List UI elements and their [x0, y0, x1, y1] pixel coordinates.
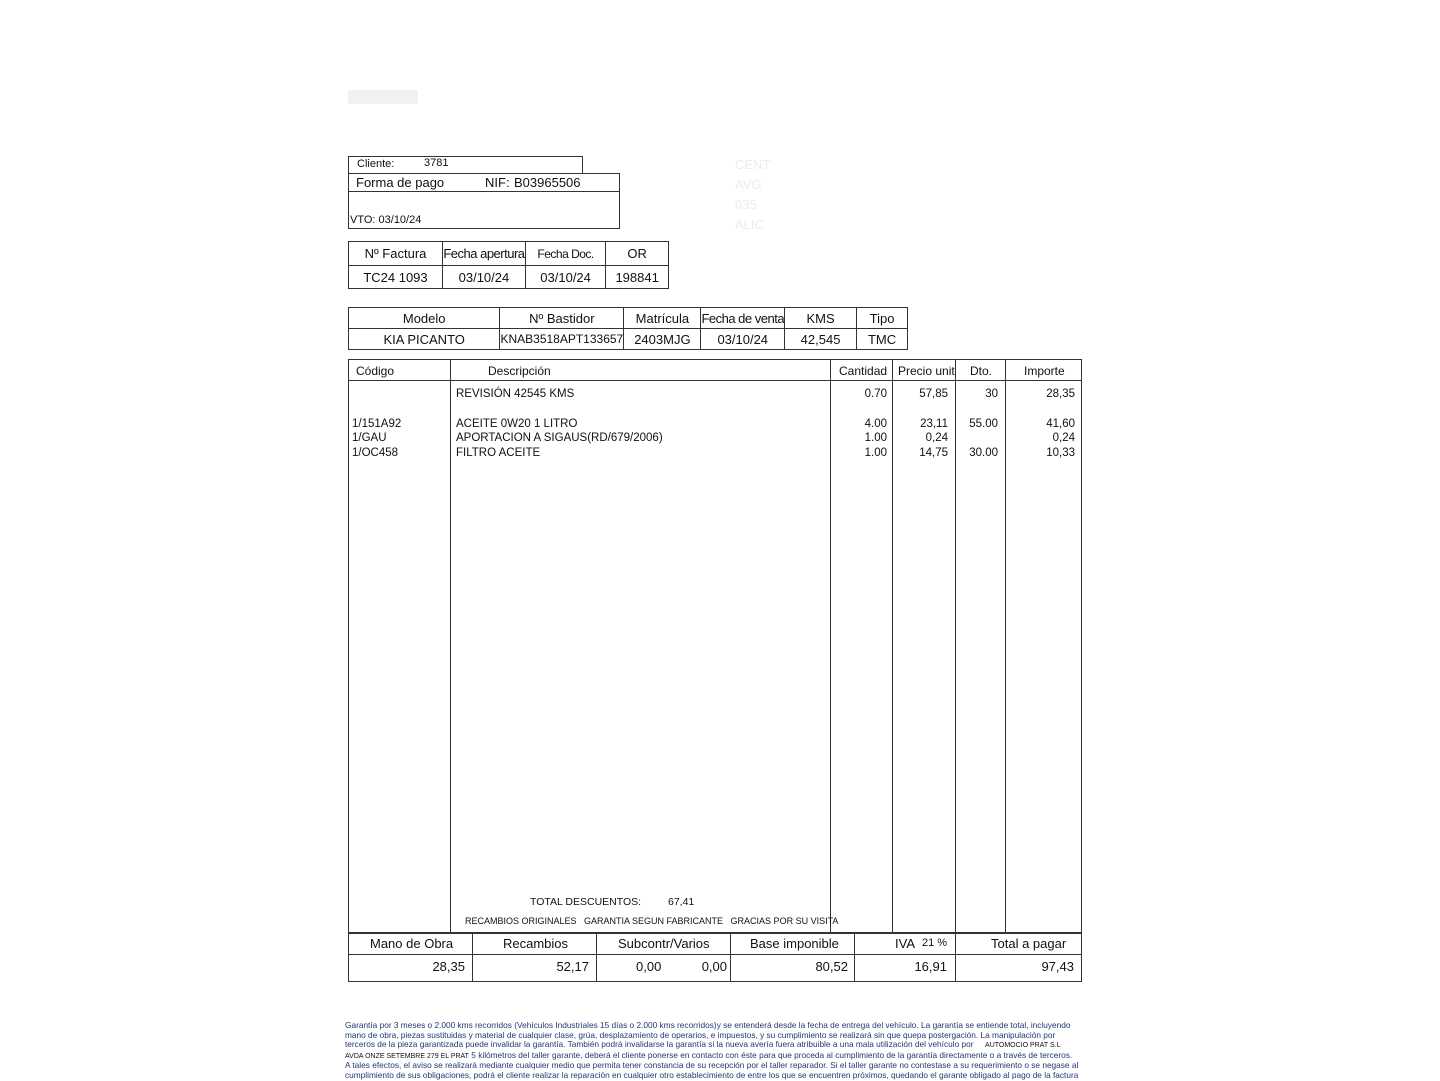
line-amount: 41,60 [1046, 418, 1075, 430]
totals-column-divider [472, 934, 473, 981]
mano-obra-label: Mano de Obra [370, 936, 454, 951]
line-items-header-divider [349, 380, 1081, 381]
vehicle-plate: 2403MJG [624, 329, 701, 350]
totals-column-divider [955, 934, 956, 981]
line-amount: 0,24 [1052, 432, 1075, 444]
invoice-note: RECAMBIOS ORIGINALES GARANTIA SEGUN FABRICANTE GRACIAS POR SU VISITA [465, 916, 839, 926]
totals-column-divider [730, 934, 731, 981]
line-unit-price: 57,85 [919, 388, 948, 400]
line-description: FILTRO ACEITE [456, 447, 541, 459]
line-description: ACEITE 0W20 1 LITRO [456, 418, 578, 430]
warranty-line-text: 5 kilómetros del taller garante, deberá el cliente ponerse en contacto con éste para que proceda al cumplimiento de la garantía directamente o a través de terceros. [471, 1050, 1073, 1060]
column-divider [1005, 360, 1006, 932]
warranty-line: Garantía por 3 meses o 2.000 kms recorridos (Vehículos Industriales 15 días o 2.000 kms recorridos)y se entenderá desde la fecha de entrega del vehículo. La garantía se entiende total, incluyendo [345, 1021, 1071, 1030]
forma-pago-label: Forma de pago [356, 175, 445, 190]
line-description: APORTACION A SIGAUS(RD/679/2006) [456, 432, 663, 444]
vto-text: VTO: 03/10/24 [350, 214, 422, 226]
line-quantity: 1.00 [864, 447, 887, 459]
total-label: Total a pagar [991, 936, 1067, 951]
iva-rate: 21 % [922, 937, 948, 949]
iva-value: 16,91 [914, 959, 947, 974]
total-value: 97,43 [1041, 959, 1074, 974]
warranty-text [345, 1021, 1083, 1081]
vehicle-header: Fecha de venta [701, 308, 785, 329]
recambios-label: Recambios [503, 936, 569, 951]
vehicle-vin: KNAB3518APT133657 [500, 329, 624, 350]
base-value: 80,52 [815, 959, 848, 974]
line-code: 1/OC458 [352, 447, 399, 459]
warranty-line [345, 1051, 1083, 1062]
line-code: 1/GAU [352, 432, 387, 444]
totals-column-divider [854, 934, 855, 981]
line-description: REVISIÓN 42545 KMS [456, 388, 575, 400]
total-discounts-value: 67,41 [668, 896, 695, 908]
warranty-line: mano de obra, piezas sustituidas y material de cualquier clase, grúa, desplazamiento de operarios, e impuestos, y su cumplimiento se realizará sin que quepa postergación. La manipulación por [345, 1030, 1056, 1040]
invoice-table [348, 241, 669, 289]
column-divider [892, 360, 893, 932]
subcontr-label: Subcontr/Varios [618, 936, 710, 951]
header-dto: Dto. [970, 364, 993, 378]
line-unit-price: 14,75 [919, 447, 948, 459]
mano-obra-value: 28,35 [432, 959, 465, 974]
vehicle-header: Tipo [857, 308, 908, 329]
vehicle-header: Matrícula [624, 308, 701, 329]
invoice-header: Fecha Doc. [525, 242, 605, 266]
invoice-header: Fecha apertura [442, 242, 525, 266]
warranty-line: cumplimiento de sus obligaciones, podrá el cliente realizar la reparación en cualquier otro establecimiento de entre los que se encuentren próximos, quedando el garante obligado al pago de la factura [345, 1070, 1079, 1080]
faded-address-line: CENT [735, 157, 771, 172]
totals-divider [349, 954, 1081, 955]
cliente-label: Cliente: [357, 158, 395, 170]
vehicle-table [348, 307, 908, 350]
column-divider [450, 360, 451, 932]
header-descripcion: Descripción [488, 364, 551, 378]
line-code: 1/151A92 [352, 418, 402, 430]
total-discounts-label: TOTAL DESCUENTOS: [530, 896, 642, 908]
payment-box-divider [348, 191, 620, 192]
company-address: AVDA ONZE SETEMBRE 279 EL PRAT [345, 1052, 469, 1060]
warranty-line [345, 1040, 1083, 1051]
line-unit-price: 23,11 [920, 418, 948, 430]
header-cantidad: Cantidad [839, 364, 888, 378]
faded-logo-mark [348, 90, 418, 104]
header-codigo: Código [356, 364, 395, 378]
vehicle-model: KIA PICANTO [349, 329, 500, 350]
vehicle-sale-date: 03/10/24 [701, 329, 785, 350]
faded-address-line: AVG [735, 177, 762, 192]
line-amount: 28,35 [1046, 388, 1075, 400]
invoice-header: Nº Factura [349, 242, 443, 266]
vehicle-kms: 42,545 [785, 329, 857, 350]
faded-address-line: ALIC [735, 217, 764, 232]
vehicle-type: TMC [857, 329, 908, 350]
nif-value: B03965506 [514, 175, 581, 190]
column-divider [955, 360, 956, 932]
invoice-header: OR [606, 242, 669, 266]
line-amount: 10,33 [1046, 447, 1075, 459]
line-discount: 30.00 [969, 447, 998, 459]
subcontr-value-1: 0,00 [636, 959, 662, 974]
line-quantity: 0.70 [864, 388, 887, 400]
line-discount: 30 [985, 388, 998, 400]
opening-date: 03/10/24 [442, 266, 525, 289]
warranty-line: A tales efectos, el aviso se realizará mediante cualquier medio que permita tener constancia de su recepción por el taller reparador. Si el taller garante no contestase a su requerimiento o se negase al [345, 1061, 1079, 1071]
invoice-number: TC24 1093 [349, 266, 443, 289]
line-items-box [348, 359, 1082, 933]
subcontr-value-2: 0,00 [701, 959, 727, 974]
vehicle-header: Nº Bastidor [500, 308, 624, 329]
cliente-value: 3781 [424, 157, 449, 169]
vehicle-header: Modelo [349, 308, 500, 329]
faded-address-line: 035 [735, 197, 757, 212]
column-divider [830, 360, 831, 932]
line-unit-price: 0,24 [925, 432, 948, 444]
vehicle-header: KMS [785, 308, 857, 329]
line-quantity: 4.00 [864, 418, 887, 430]
header-importe: Importe [1024, 364, 1065, 378]
recambios-value: 52,17 [556, 959, 589, 974]
base-label: Base imponible [750, 936, 839, 951]
nif-label: NIF: [485, 175, 510, 190]
totals-column-divider [596, 934, 597, 981]
totals-box [348, 933, 1082, 982]
document-date: 03/10/24 [525, 266, 605, 289]
or-number: 198841 [606, 266, 669, 289]
header-precio-unit: Precio unit [898, 364, 955, 378]
company-name: AUTOMOCIO PRAT S.L [985, 1042, 1061, 1050]
warranty-line-text: terceros de la pieza garantizada puede invalidar la garantía. También podrá invalidarse la garantía si la nueva avería fuera atribuible a una mala utilización del vehículo por [345, 1040, 974, 1050]
line-discount: 55.00 [969, 418, 998, 430]
iva-label: IVA [895, 936, 915, 951]
line-quantity: 1.00 [864, 432, 887, 444]
